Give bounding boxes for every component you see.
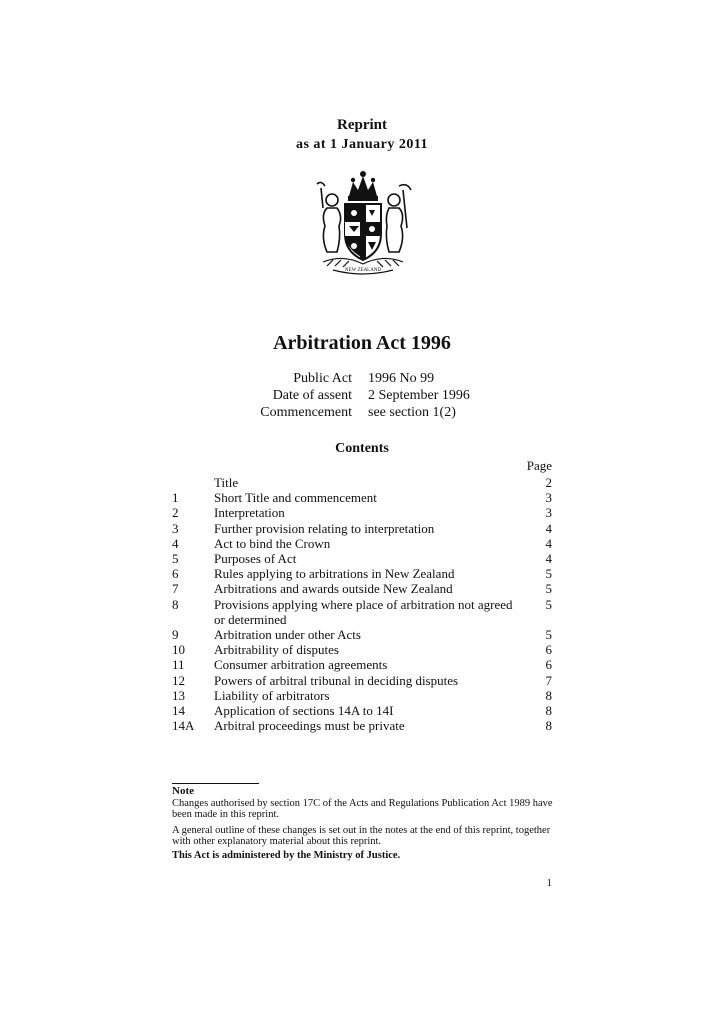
toc-page: 8 <box>545 703 552 719</box>
toc-title: Arbitral proceedings must be private <box>214 718 405 734</box>
note-heading: Note <box>172 785 194 797</box>
toc-number: 7 <box>172 581 179 597</box>
toc-number: 1 <box>172 490 179 506</box>
reprint-label: Reprint <box>337 117 387 133</box>
toc-entry[interactable] <box>172 551 552 566</box>
toc-number <box>172 475 214 490</box>
motto-scroll: NEW ZEALAND <box>344 268 382 273</box>
toc-title: Short Title and commencement <box>214 490 377 506</box>
toc-number: 14 <box>172 703 185 719</box>
toc-number: 14A <box>172 718 195 734</box>
toc-entry[interactable] <box>172 688 552 703</box>
toc-entry[interactable] <box>172 597 552 627</box>
toc-entry[interactable] <box>172 718 552 733</box>
toc-number: 10 <box>172 642 185 658</box>
toc-entry[interactable] <box>172 566 552 581</box>
toc-title: Arbitration under other Acts <box>214 627 361 643</box>
reprint-date: as at 1 January 2011 <box>295 137 429 152</box>
toc-number: 8 <box>172 596 179 612</box>
toc-page: 4 <box>545 535 552 551</box>
toc-title: Liability of arbitrators <box>214 687 330 703</box>
toc-page: 3 <box>545 505 552 521</box>
toc-entry[interactable] <box>172 657 552 672</box>
reprint-header <box>0 116 724 154</box>
toc-title: Title <box>214 475 239 490</box>
toc-entry[interactable] <box>172 475 552 490</box>
coat-of-arms-icon <box>303 168 423 278</box>
toc-title: Arbitrability of disputes <box>214 642 339 658</box>
toc-title: Interpretation <box>214 505 285 521</box>
toc-page: 5 <box>545 566 552 582</box>
toc-page: 2 <box>545 475 552 490</box>
toc-entry[interactable] <box>172 642 552 657</box>
meta-row-date-of-assent <box>200 387 550 404</box>
toc-title: Provisions applying where place of arbitration not agreed or determined <box>214 596 513 627</box>
toc-entry[interactable] <box>172 505 552 520</box>
toc-title: Powers of arbitral tribunal in deciding disputes <box>214 672 459 688</box>
toc-page: 6 <box>545 657 552 673</box>
note-administered-by: This Act is administered by the Ministry of Justice. <box>172 849 401 861</box>
toc-entry[interactable] <box>172 581 552 596</box>
toc-entry[interactable] <box>172 673 552 688</box>
act-metadata <box>200 370 550 421</box>
toc-page: 3 <box>545 490 552 506</box>
toc-page: 6 <box>545 642 552 658</box>
meta-value: see section 1(2) <box>368 405 456 420</box>
toc-number: 11 <box>172 657 185 673</box>
toc-page: 4 <box>545 551 552 567</box>
toc-title: Application of sections 14A to 14I <box>214 703 394 719</box>
meta-label: Commencement <box>260 405 352 420</box>
toc-entry[interactable] <box>172 490 552 505</box>
toc-number: 2 <box>172 505 179 521</box>
meta-value: 1996 No 99 <box>368 371 435 386</box>
page-number: 1 <box>546 877 552 889</box>
toc-title: Consumer arbitration agreements <box>214 657 388 673</box>
toc-page: 7 <box>545 672 552 688</box>
meta-value: 2 September 1996 <box>368 388 470 403</box>
toc-page: 5 <box>545 581 552 597</box>
toc-entry[interactable] <box>172 703 552 718</box>
toc-number: 4 <box>172 535 179 551</box>
note-divider <box>172 783 259 784</box>
toc-entry[interactable] <box>172 521 552 536</box>
meta-row-public-act <box>200 370 550 387</box>
page-column-heading: Page <box>526 458 552 473</box>
toc-entry[interactable] <box>172 627 552 642</box>
toc-page: 5 <box>545 627 552 643</box>
toc-page: 4 <box>545 520 552 536</box>
toc-title: Act to bind the Crown <box>214 535 331 551</box>
meta-row-commencement <box>200 404 550 421</box>
toc-title: Arbitrations and awards outside New Zealand <box>214 581 453 597</box>
toc-number: 3 <box>172 520 179 536</box>
note-text: Changes authorised by section 17C of the Acts and Regulations Publication Act 1989 have been made in this reprint. <box>172 797 553 820</box>
toc-page: 5 <box>545 596 552 612</box>
toc-title: Purposes of Act <box>214 551 297 567</box>
toc-entry[interactable] <box>172 536 552 551</box>
act-title: Arbitration Act 1996 <box>273 332 451 354</box>
toc-page: 8 <box>545 687 552 703</box>
toc-title: Rules applying to arbitrations in New Zealand <box>214 566 455 582</box>
toc-number: 9 <box>172 627 179 643</box>
toc-page: 8 <box>545 718 552 734</box>
note-text: A general outline of these changes is set out in the notes at the end of this reprint, together with other explanatory material about this reprint. <box>172 824 551 847</box>
contents-heading: Contents <box>335 441 389 456</box>
toc-number: 12 <box>172 672 185 688</box>
table-of-contents <box>172 475 552 733</box>
toc-number: 6 <box>172 566 179 582</box>
toc-number: 5 <box>172 551 179 567</box>
reprint-note <box>172 786 554 861</box>
toc-number: 13 <box>172 687 185 703</box>
meta-label: Public Act <box>293 371 352 386</box>
toc-title: Further provision relating to interpretation <box>214 520 435 536</box>
meta-label: Date of assent <box>272 388 352 403</box>
